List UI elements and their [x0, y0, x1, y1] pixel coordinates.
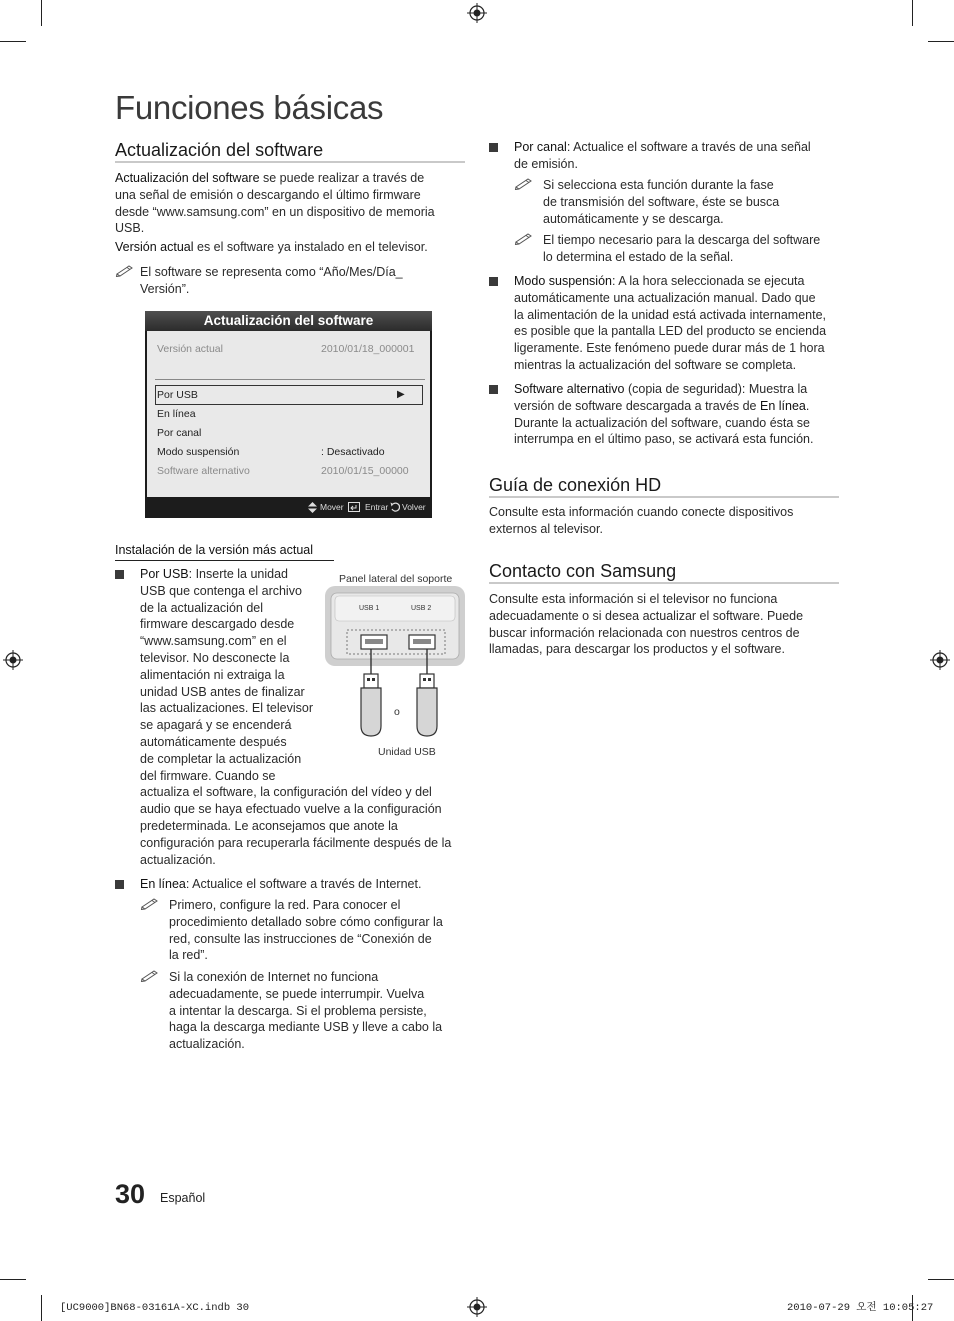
- channel-paragraph: Por canal: Actualice el software a través de una señal de emisión.: [514, 140, 811, 171]
- menu-item-arrow-icon: ▶: [397, 389, 405, 400]
- heading-rule: [115, 161, 465, 163]
- heading-rule: [489, 496, 839, 498]
- section-heading-hd-guide: Guía de conexión HD: [489, 475, 662, 495]
- registration-mark-icon: [467, 1297, 487, 1317]
- diagram-port2-label: USB 2: [411, 605, 432, 612]
- bullet-square: [115, 570, 124, 579]
- section-heading-software-update: Actualización del software: [115, 140, 324, 160]
- note-internet-fail: Si la conexión de Internet no funciona adecuadamente, se puede interrumpir. Vuelva a intentar la descarga. Si el problema persiste, haga la descarga mediante USB y lleve a cabo la actualización.: [169, 970, 443, 1052]
- crop-mark: [41, 1295, 42, 1321]
- bullet-square: [115, 880, 124, 889]
- page-language: Español: [160, 1191, 206, 1205]
- heading-rule: [489, 582, 839, 584]
- alt-software-paragraph: Software alternativo (copia de seguridad): Muestra la versión de software descargada a través de En línea. Durante la actualización del software, cuando ésta se interrumpa en el último paso, se activará esta función.: [514, 382, 814, 447]
- usb-paragraph: Por USB: Inserte la unidad USB que contenga el archivo de la actualización del firmware descargado desde “www.samsung.com” en el televisor. No desconecte la alimentación ni extraiga la unidad USB antes de finalizar las actualizaciones. El televisor se apagará y se encenderá automáticamente después de completar la actualización del firmware. Cuando se actualiza el software, la configuración del vídeo y del audio que se haya efectuado vuelve a la configuración predeterminada. Le aconsejamos que anote la configuración para recuperarla fácilmente después de la actualización.: [140, 567, 452, 867]
- current-version-paragraph: Versión actual es el software ya instalado en el televisor.: [115, 240, 428, 254]
- install-heading: Instalación de la versión más actual: [115, 543, 314, 557]
- menu-item-software-alternativo-value: 2010/01/15_00000: [321, 465, 409, 477]
- crop-mark: [0, 41, 26, 42]
- current-version-value: 2010/01/18_000001: [321, 343, 415, 355]
- page-number: 30: [115, 1179, 146, 1209]
- menu-divider: [155, 379, 425, 380]
- menu-item-en-linea[interactable]: En línea: [157, 408, 196, 420]
- registration-mark-icon: [467, 3, 487, 23]
- diagram-or-label: o: [394, 706, 400, 718]
- crop-mark: [912, 0, 913, 26]
- usb-side-panel-diagram: [325, 586, 465, 766]
- crop-mark: [0, 1279, 26, 1280]
- note-channel-search: Si selecciona esta función durante la fase de transmisión del software, éste se busca automáticamente y se descarga.: [543, 178, 780, 226]
- bullet-square: [489, 143, 498, 152]
- note-version-format: El software se representa como “Año/Mes/Día_ Versión”.: [140, 265, 403, 296]
- note-pencil-icon: [514, 231, 536, 245]
- page-title: Funciones básicas: [115, 89, 384, 126]
- current-version-label: Versión actual: [157, 343, 223, 355]
- note-download-time: El tiempo necesario para la descarga del software lo determina el estado de la señal.: [543, 233, 821, 264]
- bullet-square: [489, 385, 498, 394]
- menu-item-por-canal[interactable]: Por canal: [157, 427, 202, 439]
- menu-item-por-usb[interactable]: Por USB: [157, 389, 198, 401]
- standby-paragraph: Modo suspensión: A la hora seleccionada se ejecuta automáticamente una actualización manual. Dado que la alimentación de la unidad está activada internamente, es posible que la pantalla LED del producto se encienda ligeramente. Este fenómeno puede durar más de 1 hora mientras la actualización del software se completa.: [514, 274, 827, 372]
- crop-mark: [928, 41, 954, 42]
- footer-enter-label: Entrar: [365, 502, 389, 512]
- note-pencil-icon: [115, 263, 137, 277]
- tv-menu-screenshot: [145, 311, 432, 518]
- diagram-port1-label: USB 1: [359, 605, 380, 612]
- section-heading-contact: Contacto con Samsung: [489, 561, 677, 581]
- note-pencil-icon: [140, 896, 162, 910]
- footer-back-label: Volver: [402, 502, 426, 512]
- footer-move-label: Mover: [320, 502, 344, 512]
- tv-menu-title: Actualización del software: [145, 311, 432, 331]
- note-pencil-icon: [514, 176, 536, 190]
- note-pencil-icon: [140, 968, 162, 982]
- diagram-panel-label: Panel lateral del soporte: [339, 573, 453, 585]
- return-icon: [390, 502, 400, 512]
- tv-menu-body: [147, 331, 430, 497]
- hd-paragraph: Consulte esta información cuando conecte dispositivos externos al televisor.: [489, 505, 794, 536]
- install-heading-rule: [115, 560, 334, 561]
- contact-paragraph: Consulte esta información si el televisor no funciona adecuadamente o si desea actualizar el software. Puede buscar información relacionada con nuestros centros de llamadas, para descargar los productos y el software.: [489, 592, 804, 657]
- intro-paragraph: Actualización del software se puede realizar a través de una señal de emisión o descargando el último firmware desde “www.samsung.com” en un dispositivo de memoria USB.: [115, 171, 435, 236]
- diagram-drive-label: Unidad USB: [378, 746, 436, 758]
- tv-menu-footer: [145, 497, 432, 518]
- registration-mark-icon: [930, 650, 950, 670]
- menu-item-software-alternativo[interactable]: Software alternativo: [157, 465, 250, 477]
- menu-item-modo-suspension-value: : Desactivado: [321, 446, 385, 458]
- crop-mark: [41, 0, 42, 26]
- bullet-square: [489, 277, 498, 286]
- enter-icon: [348, 502, 360, 512]
- note-network-setup: Primero, configure la red. Para conocer el procedimiento detallado sobre cómo configurar la red, consulte las instrucciones de “Conexión de la red”.: [169, 898, 443, 963]
- print-file-info: [UC9000]BN68-03161A-XC.indb 30: [60, 1302, 250, 1314]
- move-arrows-icon: [308, 502, 317, 513]
- menu-item-modo-suspension[interactable]: Modo suspensión: [157, 446, 240, 458]
- crop-mark: [928, 1279, 954, 1280]
- online-paragraph: En línea: Actualice el software a través de Internet.: [140, 877, 422, 891]
- registration-mark-icon: [3, 650, 23, 670]
- print-date-info: 2010-07-29 오전 10:05:27: [787, 1302, 934, 1314]
